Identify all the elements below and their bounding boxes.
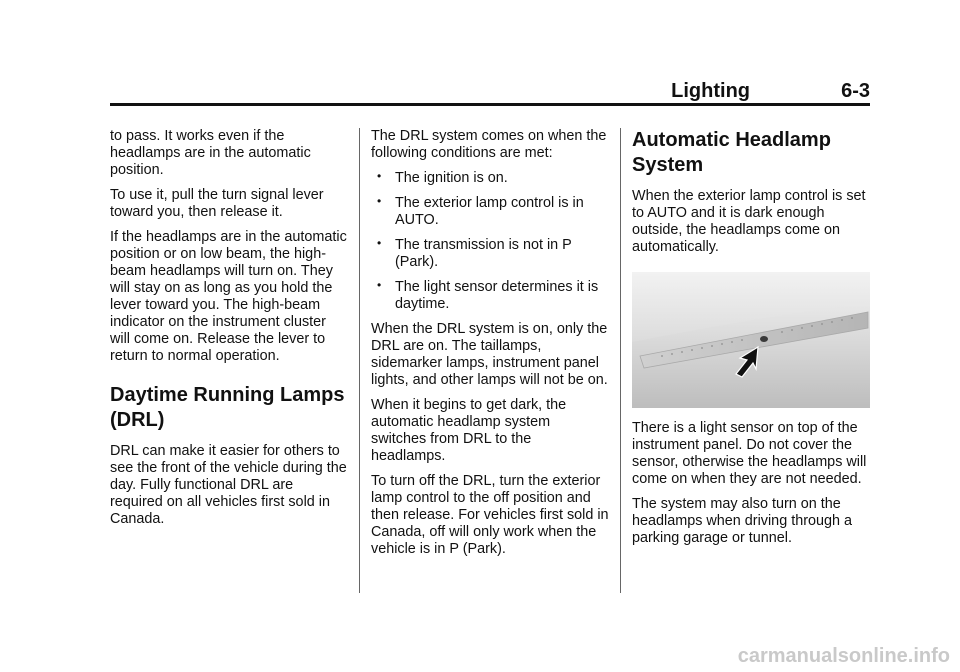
page-header: [110, 80, 870, 102]
bullet-icon: •: [377, 194, 382, 208]
paragraph: To turn off the DRL, turn the exterior lamp control to the off position and then release. For vehicles first sold in Canada, off will only work when the vehicle is in P (Park).: [371, 473, 609, 557]
list-item: • The exterior lamp control is in AUTO.: [377, 194, 584, 228]
paragraph: The system may also turn on the headlamps when driving through a parking garage or tunnel.: [632, 496, 852, 546]
paragraph: To use it, pull the turn signal lever toward you, then release it.: [110, 187, 324, 220]
paragraph: to pass. It works even if the headlamps are in the automatic position.: [110, 128, 311, 178]
list-item: • The ignition is on.: [377, 169, 508, 186]
paragraph: When the DRL system is on, only the DRL are on. The taillamps, sidemarker lamps, instrument panel lights, and other lamps will not be on.: [371, 321, 608, 388]
section-title: Lighting: [671, 80, 750, 102]
column-divider: [620, 128, 621, 593]
watermark: carmanualsonline.info: [737, 645, 950, 667]
heading-auto-headlamp: Automatic Headlamp System: [632, 129, 831, 176]
dashboard-illustration: [632, 272, 870, 408]
paragraph: DRL can make it easier for others to see the front of the vehicle during the day. Fully functional DRL are required on all vehicles first sold in Canada.: [110, 443, 347, 527]
paragraph: When it begins to get dark, the automatic headlamp system switches from DRL to the headlamps.: [371, 397, 567, 464]
list-item: • The transmission is not in P (Park).: [377, 236, 572, 270]
paragraph: When the exterior lamp control is set to AUTO and it is dark enough outside, the headlamps come on automatically.: [632, 188, 866, 255]
light-sensor-icon: [760, 336, 768, 342]
column-1: [110, 128, 348, 536]
column-divider: [359, 128, 360, 593]
column-3: [632, 128, 870, 555]
heading-drl: Daytime Running Lamps (DRL): [110, 384, 345, 431]
condition-list: [371, 170, 609, 313]
column-2: [371, 128, 609, 566]
bullet-icon: •: [377, 236, 382, 250]
bullet-icon: •: [377, 169, 382, 183]
light-sensor-photo: [632, 272, 870, 408]
paragraph: The DRL system comes on when the following conditions are met:: [371, 128, 607, 161]
paragraph: If the headlamps are in the automatic position or on low beam, the high-beam headlamps will turn on. They will stay on as long as you hold the lever toward you. The high-beam indicator on the instrument cluster will come on. Release the lever to return to normal operation.: [110, 229, 347, 364]
list-item: • The light sensor determines it is daytime.: [377, 278, 599, 312]
bullet-icon: •: [377, 278, 382, 292]
header-rule: [110, 103, 870, 106]
paragraph: There is a light sensor on top of the instrument panel. Do not cover the sensor, otherwise the headlamps will come on when they are not needed.: [632, 420, 867, 487]
page-number: 6-3: [841, 80, 870, 102]
